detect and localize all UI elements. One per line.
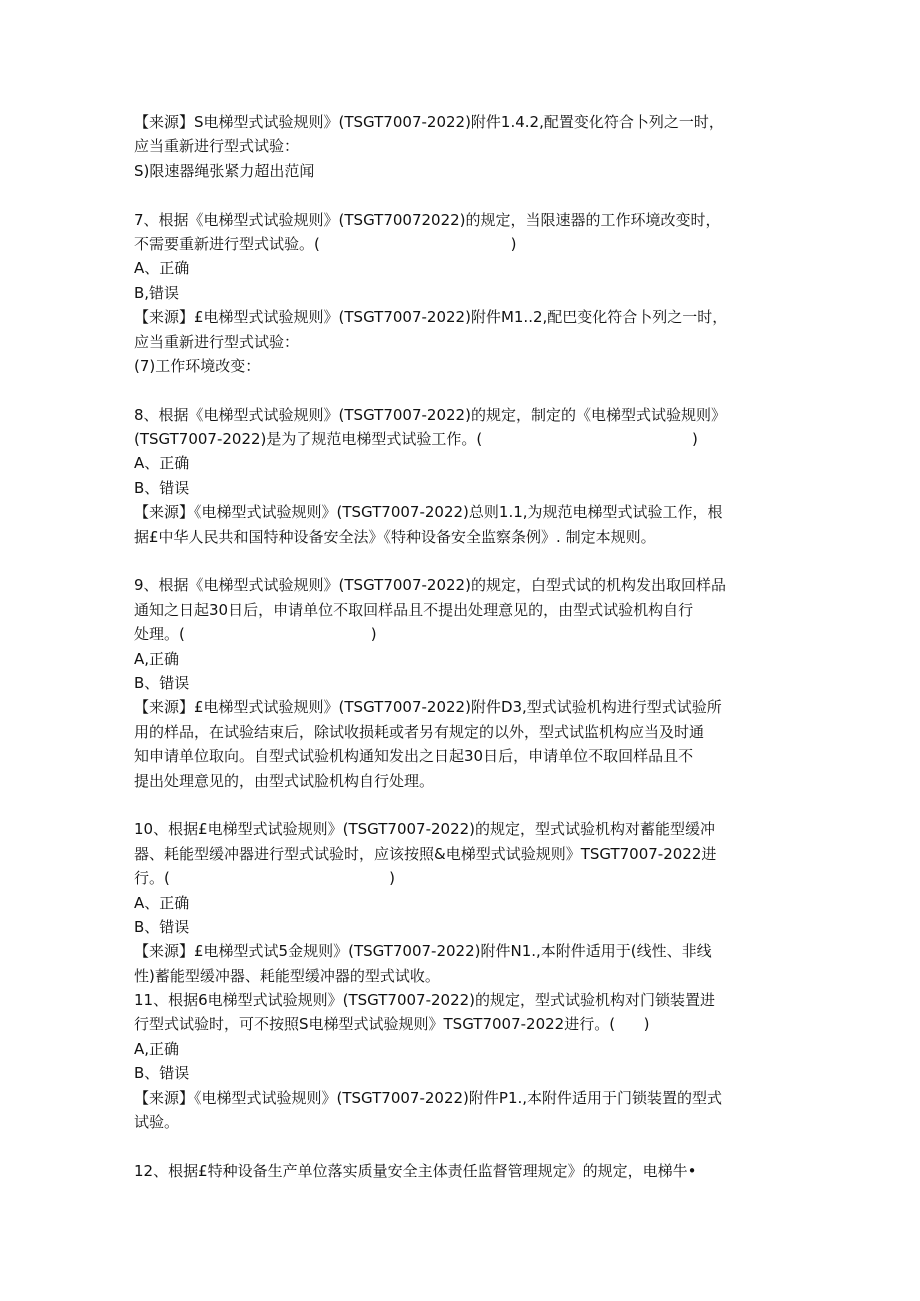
text-line: S)限速器绳张紧力超出范闻 [134,161,315,180]
text-line: 【来源】S电梯型式试验规则》(TSGT7007-2022)附件1.4.2,配置变化符合卜列之一时， [134,113,724,131]
text-line: B、错误 [134,1064,190,1083]
text-line: 10、根据£电梯型式试验规则》(TSGT7007-2022)的规定，型式试验机构对蓄能型缓冲 [134,820,716,839]
text-line: A,正确 [134,649,180,668]
text-line: A、正确 [134,893,190,912]
text-line: 【来源】£电梯型式试验规则》(TSGT7007-2022)附件D3,型式试验机构进行型式试验所 [134,698,722,717]
text-line: 应当重新进行型式试验： [134,137,300,156]
paragraph-gap [134,549,794,573]
paragraph-gap [134,793,794,817]
document-content [134,110,794,1183]
text-line: A,正确 [134,1039,180,1058]
paragraph-gap [134,1134,794,1158]
text-line: 提出处理意见的，由型式试脸机构自行处理。 [134,771,435,790]
text-line: 通知之日起30日后，申请单位不取回样品且不提出处理意见的，由型式试验机构自行 [134,600,694,619]
text-line: 据£中华人民共和国特种设备安全法》《特种设备安全监察条例》. 制定本规则。 [134,527,656,546]
text-line: B、错误 [134,673,190,692]
text-line: 行型式试验时，可不按照S电梯型式试验规则》TSGT7007-2022进行。( ) [134,1015,650,1034]
text-line: B、错误 [134,917,190,936]
text-line: 器、耗能型缓冲器进行型式试验时，应该按照&电梯型式试验规则》TSGT7007-2022进 [134,844,717,863]
text-line: 【来源】《电梯型式试验规则》(TSGT7007-2022)总则1.1,为规范电梯型式试验工作，根 [134,503,723,522]
text-line: A、正确 [134,259,190,278]
text-line: 不需要重新进行型式试验。( ) [134,234,517,253]
text-line: 7、根据《电梯型式试验规则》(TSGT70072022)的规定，当限速器的工作环境改变时， [134,210,721,229]
text-line: 应当重新进行型式试验： [134,332,300,351]
text-line: 试验。 [134,1113,180,1132]
text-line: B、错误 [134,478,190,497]
text-line: 【来源】《电梯型式试验规则》(TSGT7007-2022)附件P1.,本附件适用于门锁装置的型式 [134,1088,723,1107]
text-line: (7)工作环境改变： [134,356,261,375]
text-line: 性)蓄能型缓冲器、耗能型缓冲器的型式试收。 [134,966,440,985]
text-line: 12、根据£特种设备生产单位落实质量安全主体责任监督管理规定》的规定，电梯牛• [134,1161,697,1180]
text-line: 9、根据《电梯型式试验规则》(TSGT7007-2022)的规定，白型式试的机构发出取回样品 [134,576,726,595]
text-line: 【来源】£电梯型式试验规则》(TSGT7007-2022)附件M1..2,配巴变化符合卜列之一时， [134,308,728,327]
text-line: 知申请单位取向。自型式试验机构通知发出之日起30日后，申请单位不取回样品且不 [134,747,694,766]
text-line: 11、根据6电梯型式试验规则》(TSGT7007-2022)的规定，型式试验机构对门锁装置进 [134,991,716,1010]
text-line: B,错误 [134,283,180,302]
text-line: (TSGT7007-2022)是为了规范电梯型式试验工作。( ) [134,430,698,449]
text-line: 行。( ) [134,869,396,888]
paragraph-gap [134,378,794,402]
text-line: 处理。( ) [134,625,377,644]
text-line: 8、根据《电梯型式试验规则》(TSGT7007-2022)的规定，制定的《电梯型式试验规则》 [134,405,726,424]
text-line: 【来源】£电梯型式试5金规则》(TSGT7007-2022)附件N1.,本附件适用于(线性、非线 [134,942,712,961]
text-line: A、正确 [134,454,190,473]
paragraph-gap [134,183,794,207]
text-line: 用的样品，在试验结束后，除试收损耗或者另有规定的以外，型式试监机构应当及时通 [134,722,705,741]
